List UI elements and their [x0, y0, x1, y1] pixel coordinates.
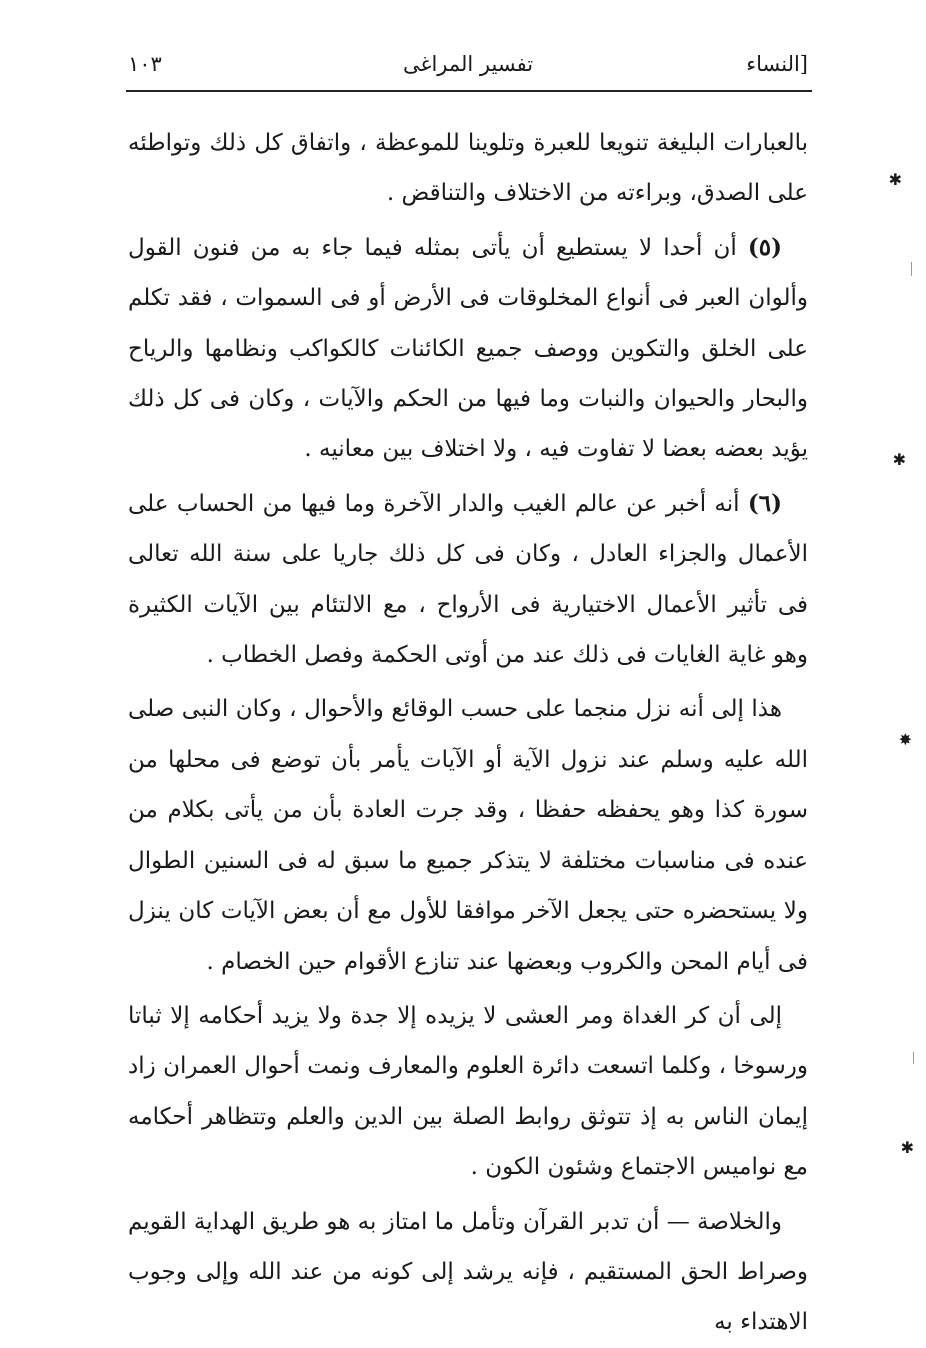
surah-name: [النساء	[746, 52, 808, 76]
item-number: (٦)	[747, 489, 782, 517]
paragraph: والخلاصة — أن تدبر القرآن وتأمل ما امتاز به هو طريق الهداية القويم وصراط الحق المستقيم ، فإنه يرشد إلى كونه من عند الله وإلى وجوب الاهتداء به	[127, 1208, 808, 1336]
margin-mark	[911, 262, 912, 276]
paragraph: إلى أن كر الغداة ومر العشى لا يزيده إلا جدة ولا يزيد أحكامه إلا ثباتا ورسوخا ، وكلما اتسعت دائرة العلوم والمعارف ونمت أحوال العمران زاد إيمان الناس به إذ تتوثق روابط الصلة بين الدين والعلم وتتظاهر أحكامه مع نواميس الاجتماع وشئون الكون .	[128, 1002, 808, 1181]
paragraph-text: أن أحدا لا يستطيع أن يأتى بمثله فيما جاء به من فنون القول وألوان العبر فى أنواع المخلوقات فى الأرض أو فى السموات ، فقد تكلم على الخلق والتكوين ووصف جميع الكائنات كالكواكب ونظامها والرياح والبحار والحيوان والنبات وما فيها من الحكم والآيات ، وكان فى كل ذلك يؤيد بعضه بعضا لا تفاوت فيه ، ولا اختلاف بين معانيه .	[128, 234, 808, 463]
paragraph-text: أنه أخبر عن عالم الغيب والدار الآخرة وما فيها من الحساب على الأعمال والجزاء العادل ، وكان فى كل ذلك جاريا على سنة الله تعالى فى تأثير الأعمال الاختيارية فى الأرواح ، مع الالتئام بين الآيات الكثيرة وهو غاية الغايات فى ذلك عند من أوتى الحكمة وفصل الخطاب .	[128, 490, 808, 669]
paragraph	[128, 479, 808, 681]
header-rule	[126, 90, 812, 92]
ink-spot-icon: ✱	[892, 450, 906, 469]
ink-spot-icon: ✸	[898, 730, 912, 749]
paragraph: بالعبارات البليغة تنويعا للعبرة وتلوينا للموعظة ، واتفاق كل ذلك وتواطئه على الصدق، وبراءته من الاختلاف والتناقض .	[128, 130, 808, 207]
paragraph	[128, 223, 808, 475]
page-number: ١٠٣	[128, 52, 162, 76]
book-title: تفسير المراغى	[402, 52, 534, 76]
running-header	[128, 44, 808, 84]
ink-spot-icon: ✱	[900, 1138, 914, 1157]
item-number: (٥)	[747, 233, 783, 261]
body-text	[128, 118, 808, 1348]
paragraph: هذا إلى أنه نزل منجما على حسب الوقائع والأحوال ، وكان النبى صلى الله عليه وسلم عند نزول الآية أو الآيات يأمر بأن توضع فى محلها من سورة كذا وهو يحفظه حفظا ، وقد جرت العادة بأن من يأتى بكلام من عنده فى مناسبات مختلفة لا يتذكر جميع ما سبق له فى السنين الطوال ولا يستحضره حتى يجعل الآخر موافقا للأول مع أن بعض الآيات كان ينزل فى أيام المحن والكروب وبعضها عند تنازع الأقوام حين الخصام .	[128, 696, 808, 975]
ink-spot-icon: ✱	[888, 170, 902, 189]
margin-mark	[913, 1052, 914, 1064]
